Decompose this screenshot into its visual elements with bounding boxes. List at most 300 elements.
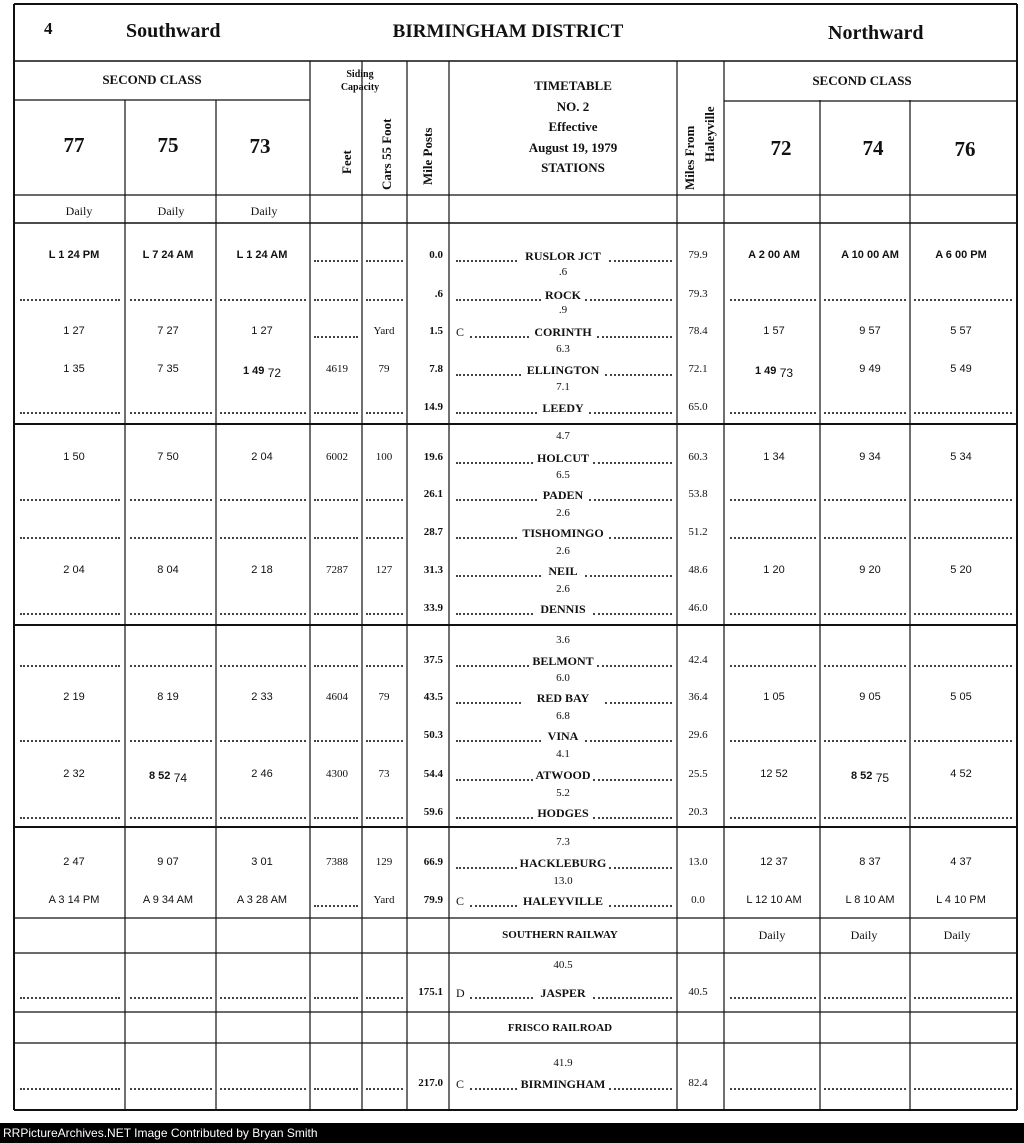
south-time-73: 3 01	[251, 856, 273, 868]
dot-leader	[366, 1087, 403, 1090]
north-time-72: 12 52	[760, 768, 788, 780]
dot-leader	[130, 816, 212, 819]
frisco-railroad-label: FRISCO RAILROAD	[507, 1022, 613, 1034]
south-time-75: 7 50	[157, 451, 179, 463]
south-time-73: 1 49 72	[242, 365, 282, 380]
dot-leader	[456, 739, 541, 742]
dot-leader	[314, 298, 358, 301]
station-name: VINA	[547, 729, 579, 743]
miles-from-haleyville: 20.3	[688, 806, 708, 818]
mile-post: 26.1	[423, 488, 443, 500]
dot-leader	[597, 664, 672, 667]
dot-leader	[589, 411, 672, 414]
dot-leader	[593, 996, 672, 999]
station-name: BIRMINGHAM	[520, 1077, 606, 1091]
miles-from-haleyville: 78.4	[688, 325, 708, 337]
dot-leader	[314, 996, 358, 999]
siding-cars: 73	[378, 768, 390, 780]
dot-leader	[730, 498, 816, 501]
dot-leader	[914, 536, 1012, 539]
station-distance: 6.3	[556, 343, 570, 355]
mile-post: 79.9	[423, 894, 443, 906]
mile-post: 33.9	[423, 602, 443, 614]
station-sign: C	[456, 325, 465, 339]
station-distance: 2.6	[556, 507, 570, 519]
siding-feet: 4619	[326, 363, 348, 375]
dot-leader	[220, 816, 306, 819]
dot-leader	[366, 664, 403, 667]
dot-leader	[914, 411, 1012, 414]
dot-leader	[456, 612, 533, 615]
station-name: NEIL	[548, 564, 578, 578]
dot-leader	[366, 411, 403, 414]
dot-leader	[130, 411, 212, 414]
dot-leader	[585, 574, 672, 577]
daily-label: Daily	[250, 204, 278, 218]
siding-title: Siding	[346, 69, 374, 80]
dot-leader	[914, 1087, 1012, 1090]
south-time-77: 1 35	[63, 363, 85, 375]
dot-leader	[456, 298, 541, 301]
station-sign: C	[456, 1077, 465, 1091]
daily-label: Daily	[943, 928, 971, 942]
dot-leader	[314, 536, 358, 539]
south-time-75: L 7 24 AM	[142, 249, 194, 261]
daily-label: Daily	[157, 204, 185, 218]
mile-post: .6	[434, 288, 443, 300]
siding-cars: Yard	[373, 894, 395, 906]
meet-train-number: 73	[776, 366, 794, 380]
dot-leader	[456, 701, 521, 704]
miles-from-haleyville: 60.3	[688, 451, 708, 463]
north-time-72: 1 20	[763, 564, 785, 576]
stations-label: STATIONS	[541, 160, 605, 175]
dot-leader	[456, 536, 517, 539]
dot-leader	[130, 664, 212, 667]
siding-cars: Yard	[373, 325, 395, 337]
dot-leader	[609, 259, 672, 262]
direction-northward: Northward	[828, 22, 924, 44]
siding-feet: 7388	[326, 856, 348, 868]
south-time-75: A 9 34 AM	[142, 894, 194, 906]
south-time-77: 2 19	[63, 691, 85, 703]
dot-leader	[130, 536, 212, 539]
miles-from-haleyville: 79.3	[688, 288, 708, 300]
mile-post: 0.0	[429, 249, 443, 261]
north-time-76: 5 57	[950, 325, 972, 337]
south-time-73: 1 27	[251, 325, 273, 337]
district-title: BIRMINGHAM DISTRICT	[392, 21, 624, 42]
north-time-76: L 4 10 PM	[936, 894, 986, 906]
mile-post: 31.3	[423, 564, 443, 576]
dot-leader	[605, 701, 672, 704]
dot-leader	[366, 498, 403, 501]
siding-subtitle: Capacity	[340, 82, 380, 93]
station-sign: D	[456, 986, 465, 1000]
mile-posts-label: Mile Posts	[420, 127, 435, 185]
miles-from-haleyville: 51.2	[688, 526, 708, 538]
southern-railway-label: SOUTHERN RAILWAY	[502, 929, 618, 941]
mile-post: 7.8	[429, 363, 443, 375]
dot-leader	[366, 536, 403, 539]
dot-leader	[366, 816, 403, 819]
timetable-number: NO. 2	[556, 99, 590, 114]
station-name: HOLCUT	[536, 451, 590, 465]
dot-leader	[470, 904, 517, 907]
dot-leader	[366, 259, 403, 262]
south-time-77: 1 50	[63, 451, 85, 463]
south-time-75: 8 19	[157, 691, 179, 703]
dot-leader	[20, 498, 120, 501]
dot-leader	[593, 612, 672, 615]
dot-leader	[20, 1087, 120, 1090]
dot-leader	[220, 1087, 306, 1090]
north-time-74: 9 20	[859, 564, 881, 576]
siding-cars: 100	[375, 451, 393, 463]
station-distance: 7.3	[556, 836, 570, 848]
station-name: PADEN	[542, 488, 584, 502]
dot-leader	[130, 1087, 212, 1090]
dot-leader	[585, 739, 672, 742]
meet-train-number: 72	[264, 366, 282, 380]
dot-leader	[914, 498, 1012, 501]
mile-post: 14.9	[423, 401, 443, 413]
miles-from-label: Miles From	[682, 125, 697, 190]
dot-leader	[314, 816, 358, 819]
siding-cars: 79	[378, 691, 390, 703]
miles-from-haleyville: 40.5	[688, 986, 708, 998]
station-name: CORINTH	[534, 325, 592, 339]
dot-leader	[20, 739, 120, 742]
north-time-76: 5 34	[950, 451, 972, 463]
dot-leader	[314, 498, 358, 501]
north-time-72: A 2 00 AM	[748, 249, 800, 261]
station-distance: 40.5	[553, 959, 573, 971]
miles-from-haleyville: 13.0	[688, 856, 708, 868]
dot-leader	[130, 498, 212, 501]
mile-post: 217.0	[418, 1077, 443, 1089]
dot-leader	[20, 996, 120, 999]
north-time-76: 4 37	[950, 856, 972, 868]
dot-leader	[589, 498, 672, 501]
daily-label: Daily	[65, 204, 93, 218]
mile-post: 43.5	[423, 691, 443, 703]
dot-leader	[366, 298, 403, 301]
mile-post: 37.5	[423, 654, 443, 666]
dot-leader	[456, 778, 533, 781]
timetable-effective: Effective	[548, 119, 598, 134]
siding-cars: 79	[378, 363, 390, 375]
station-distance: 6.5	[556, 469, 570, 481]
station-name: HALEYVILLE	[522, 894, 604, 908]
siding-feet-label: Feet	[339, 150, 354, 174]
siding-cars: 129	[375, 856, 393, 868]
dot-leader	[470, 1087, 517, 1090]
dot-leader	[20, 411, 120, 414]
station-distance: 2.6	[556, 583, 570, 595]
north-time-74: 9 49	[859, 363, 881, 375]
siding-feet: 6002	[326, 451, 348, 463]
dot-leader	[605, 373, 672, 376]
dot-leader	[366, 739, 403, 742]
station-name: DENNIS	[540, 602, 586, 616]
dot-leader	[314, 259, 358, 262]
south-time-73: A 3 28 AM	[236, 894, 288, 906]
south-time-75: 7 27	[157, 325, 179, 337]
image-credit-footer: RRPictureArchives.NET Image Contributed by Bryan Smith	[0, 1123, 1024, 1143]
dot-leader	[824, 816, 906, 819]
station-sign: C	[456, 894, 465, 908]
miles-from-haleyville: 65.0	[688, 401, 708, 413]
mile-post: 28.7	[423, 526, 443, 538]
dot-leader	[220, 536, 306, 539]
north-time-74: 9 34	[859, 451, 881, 463]
miles-from-haleyville: 25.5	[688, 768, 708, 780]
south-time-73: 2 33	[251, 691, 273, 703]
siding-feet: 4300	[326, 768, 348, 780]
dot-leader	[824, 411, 906, 414]
dot-leader	[730, 612, 816, 615]
dot-leader	[914, 664, 1012, 667]
dot-leader	[609, 1087, 672, 1090]
north-time-72: 1 05	[763, 691, 785, 703]
train-73: 73	[249, 134, 271, 158]
station-name: HACKLEBURG	[519, 856, 607, 870]
timetable-date: August 19, 1979	[528, 140, 618, 155]
station-distance: 7.1	[556, 381, 570, 393]
dot-leader	[609, 866, 672, 869]
south-time-73: L 1 24 AM	[236, 249, 288, 261]
north-time-74: A 10 00 AM	[841, 249, 899, 261]
dot-leader	[470, 335, 529, 338]
station-name: RUSLOR JCT	[525, 249, 601, 263]
dot-leader	[730, 996, 816, 999]
dot-leader	[314, 411, 358, 414]
north-time-76: 5 20	[950, 564, 972, 576]
south-time-77: 1 27	[63, 325, 85, 337]
dot-leader	[20, 536, 120, 539]
dot-leader	[314, 612, 358, 615]
miles-from-haleyville: 82.4	[688, 1077, 708, 1089]
train-76: 76	[954, 137, 976, 161]
dot-leader	[314, 904, 358, 907]
mile-post: 66.9	[423, 856, 443, 868]
dot-leader	[220, 739, 306, 742]
station-distance: 4.7	[556, 430, 570, 442]
miles-from-haleyville: 53.8	[688, 488, 708, 500]
station-distance: .6	[558, 266, 568, 278]
miles-from-haleyville-label: Haleyville	[702, 106, 717, 162]
dot-leader	[314, 739, 358, 742]
dot-leader	[585, 298, 672, 301]
meet-train-number: 75	[872, 771, 890, 785]
dot-leader	[730, 411, 816, 414]
train-72: 72	[770, 136, 792, 160]
north-time-76: 5 49	[950, 363, 972, 375]
dot-leader	[824, 1087, 906, 1090]
dot-leader	[914, 612, 1012, 615]
dot-leader	[730, 1087, 816, 1090]
miles-from-haleyville: 0.0	[691, 894, 705, 906]
dot-leader	[314, 664, 358, 667]
north-time-72: 1 49 73	[754, 365, 794, 380]
dot-leader	[824, 612, 906, 615]
station-name: HODGES	[537, 806, 589, 820]
dot-leader	[20, 298, 120, 301]
dot-leader	[220, 996, 306, 999]
train-74: 74	[862, 136, 884, 160]
north-time-74: 9 05	[859, 691, 881, 703]
dot-leader	[220, 411, 306, 414]
mile-post: 175.1	[418, 986, 443, 998]
dot-leader	[314, 335, 358, 338]
timetable-title: TIMETABLE	[534, 78, 612, 93]
south-time-77: 2 32	[63, 768, 85, 780]
daily-label: Daily	[850, 928, 878, 942]
dot-leader	[914, 996, 1012, 999]
south-time-77: L 1 24 PM	[48, 249, 100, 261]
south-time-75: 9 07	[157, 856, 179, 868]
south-time-75: 8 04	[157, 564, 179, 576]
dot-leader	[824, 996, 906, 999]
miles-from-haleyville: 36.4	[688, 691, 708, 703]
dot-leader	[730, 298, 816, 301]
north-class-label: SECOND CLASS	[812, 73, 912, 88]
train-75: 75	[157, 133, 179, 157]
north-time-72: 1 57	[763, 325, 785, 337]
dot-leader	[914, 298, 1012, 301]
mile-post: 59.6	[423, 806, 443, 818]
station-distance: 5.2	[556, 787, 570, 799]
dot-leader	[609, 536, 672, 539]
dot-leader	[593, 461, 672, 464]
dot-leader	[597, 335, 672, 338]
dot-leader	[914, 816, 1012, 819]
miles-from-haleyville: 42.4	[688, 654, 708, 666]
daily-label: Daily	[758, 928, 786, 942]
station-distance: 2.6	[556, 545, 570, 557]
dot-leader	[20, 664, 120, 667]
south-time-77: 2 04	[63, 564, 85, 576]
south-time-73: 2 46	[251, 768, 273, 780]
station-name: ROCK	[545, 288, 581, 302]
mile-post: 19.6	[423, 451, 443, 463]
dot-leader	[730, 739, 816, 742]
north-time-76: A 6 00 PM	[935, 249, 987, 261]
miles-from-haleyville: 48.6	[688, 564, 708, 576]
north-time-74: L 8 10 AM	[845, 894, 895, 906]
south-class-label: SECOND CLASS	[102, 72, 202, 87]
dot-leader	[470, 996, 533, 999]
miles-from-haleyville: 72.1	[688, 363, 708, 375]
station-name: LEEDY	[542, 401, 584, 415]
south-time-75: 8 52 74	[148, 770, 188, 785]
station-name: RED BAY	[536, 691, 590, 705]
dot-leader	[220, 298, 306, 301]
north-time-72: L 12 10 AM	[746, 894, 802, 906]
station-distance: 6.0	[556, 672, 570, 684]
dot-leader	[914, 739, 1012, 742]
dot-leader	[20, 612, 120, 615]
station-distance: 41.9	[553, 1057, 573, 1069]
north-time-72: 1 34	[763, 451, 785, 463]
dot-leader	[220, 498, 306, 501]
dot-leader	[130, 739, 212, 742]
station-distance: 6.8	[556, 710, 570, 722]
dot-leader	[730, 816, 816, 819]
dot-leader	[366, 612, 403, 615]
miles-from-haleyville: 29.6	[688, 729, 708, 741]
siding-feet: 7287	[326, 564, 348, 576]
dot-leader	[456, 461, 533, 464]
south-time-73: 2 04	[251, 451, 273, 463]
dot-leader	[593, 778, 672, 781]
dot-leader	[366, 996, 403, 999]
dot-leader	[130, 298, 212, 301]
siding-cars: 127	[375, 564, 393, 576]
dot-leader	[824, 739, 906, 742]
north-time-74: 9 57	[859, 325, 881, 337]
north-time-74: 8 52 75	[850, 770, 890, 785]
dot-leader	[609, 904, 672, 907]
dot-leader	[456, 259, 517, 262]
dot-leader	[456, 664, 529, 667]
south-time-77: 2 47	[63, 856, 85, 868]
train-77: 77	[63, 133, 85, 157]
dot-leader	[456, 816, 533, 819]
dot-leader	[824, 498, 906, 501]
siding-feet: 4604	[326, 691, 348, 703]
dot-leader	[593, 816, 672, 819]
station-distance: 13.0	[553, 875, 573, 887]
north-time-74: 8 37	[859, 856, 881, 868]
mile-post: 54.4	[423, 768, 443, 780]
dot-leader	[456, 373, 521, 376]
station-name: JASPER	[540, 986, 586, 1000]
dot-leader	[456, 411, 537, 414]
dot-leader	[456, 498, 537, 501]
station-name: ATWOOD	[535, 768, 591, 782]
dot-leader	[824, 298, 906, 301]
station-name: ELLINGTON	[526, 363, 600, 377]
dot-leader	[730, 536, 816, 539]
north-time-72: 12 37	[760, 856, 788, 868]
north-time-76: 5 05	[950, 691, 972, 703]
north-time-76: 4 52	[950, 768, 972, 780]
dot-leader	[456, 574, 541, 577]
dot-leader	[220, 664, 306, 667]
south-time-73: 2 18	[251, 564, 273, 576]
station-distance: .9	[558, 304, 568, 316]
direction-southward: Southward	[126, 20, 221, 42]
dot-leader	[824, 664, 906, 667]
dot-leader	[824, 536, 906, 539]
dot-leader	[130, 612, 212, 615]
dot-leader	[130, 996, 212, 999]
station-name: TISHOMINGO	[522, 526, 604, 540]
dot-leader	[314, 1087, 358, 1090]
miles-from-haleyville: 46.0	[688, 602, 708, 614]
meet-train-number: 74	[170, 771, 188, 785]
station-distance: 4.1	[556, 748, 570, 760]
dot-leader	[456, 866, 517, 869]
siding-cars-label: Cars 55 Foot	[379, 118, 394, 190]
miles-from-haleyville: 79.9	[688, 249, 708, 261]
dot-leader	[730, 664, 816, 667]
mile-post: 1.5	[429, 325, 443, 337]
dot-leader	[20, 816, 120, 819]
dot-leader	[220, 612, 306, 615]
